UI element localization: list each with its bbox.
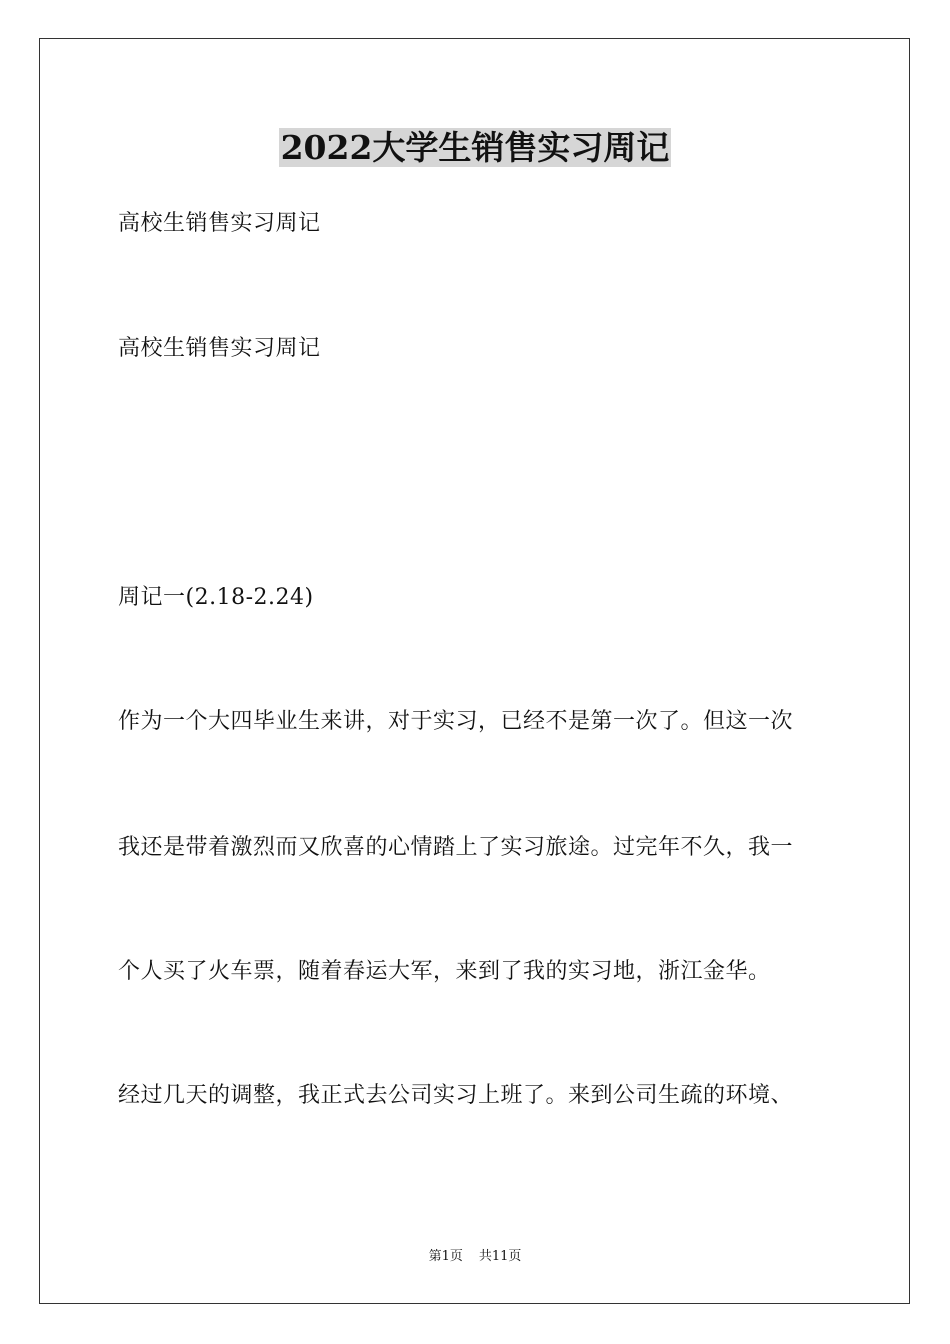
paragraph-body-line-2: 我还是带着激烈而又欣喜的心情踏上了实习旅途。过完年不久，我一 [118,835,794,860]
document-title [0,127,950,169]
page-footer [0,1248,950,1266]
paragraph-subtitle-2: 高校生销售实习周记 [118,336,321,361]
page-number-total: 共11页 [478,1249,522,1264]
paragraph-body-line-4: 经过几天的调整，我正式去公司实习上班了。来到公司生疏的环境、 [118,1083,794,1108]
paragraph-body-line-3: 个人买了火车票，随着春运大军，来到了我的实习地，浙江金华。 [118,959,771,984]
paragraph-week-heading: 周记一(2.18-2.24) [118,585,314,610]
document-title-text: 2022大学生销售实习周记 [280,128,670,167]
page-number-current: 第1页 [428,1249,463,1264]
paragraph-subtitle-1: 高校生销售实习周记 [118,211,321,236]
paragraph-body-line-1: 作为一个大四毕业生来讲，对于实习，已经不是第一次了。但这一次 [118,709,794,734]
